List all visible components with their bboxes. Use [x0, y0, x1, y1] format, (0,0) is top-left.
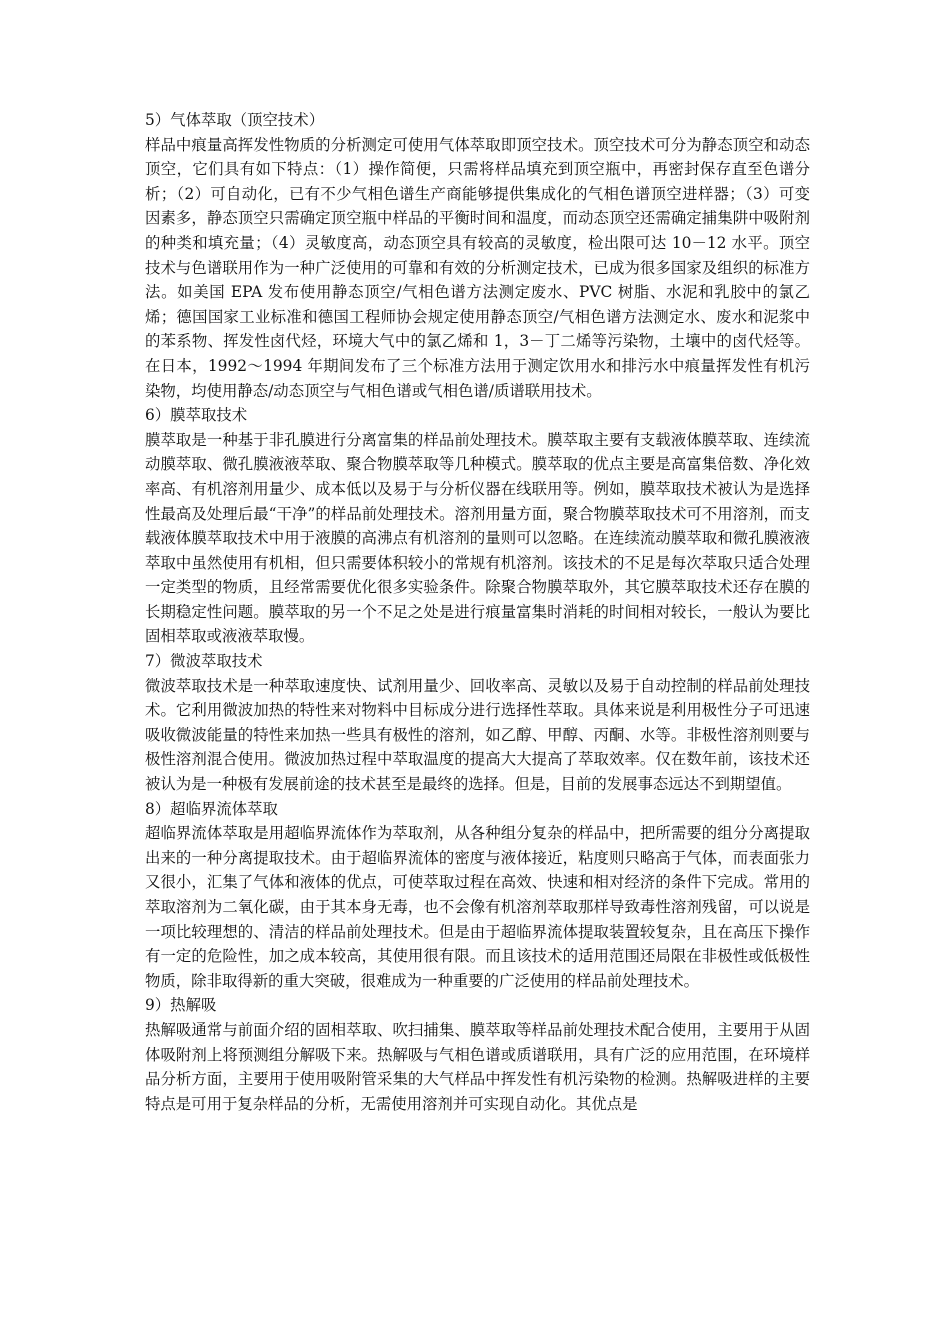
section-heading: 5）气体萃取（顶空技术） — [145, 111, 325, 129]
document-page — [145, 108, 810, 1116]
section-paragraph: 样品中痕量高挥发性物质的分析测定可使用气体萃取即顶空技术。顶空技术可分为静态顶空和动态顶空，它们具有如下特点：（1）操作简便，只需将样品填充到顶空瓶中，再密封保存直至色谱分析；（2）可自动化，已有不少气相色谱生产商能够提供集成化的气相色谱顶空进样器；（3）可变因素多，静态顶空只需确定顶空瓶中样品的平衡时间和温度，而动态顶空还需确定捕集阱中吸附剂的种类和填充量；（4）灵敏度高，动态顶空具有较高的灵敏度，检出限可达 10－12 水平。顶空技术与色谱联用作为一种广泛使用的可靠和有效的分析测定技术，已成为很多国家及组织的标准方法。如美国 EPA 发布使用静态顶空/气相色谱方法测定废水、PVC 树脂、水泥和乳胶中的氯乙烯；德国国家工业标准和德国工程师协会规定使用静态顶空/气相色谱方法测定水、废水和泥浆中的苯系物、挥发性卤代烃，环境大气中的氯乙烯和 1，3－丁二烯等污染物，土壤中的卤代烃等。在日本，1992～1994 年期间发布了三个标准方法用于测定饮用水和排污水中痕量挥发性有机污染物，均使用静态/动态顶空与气相色谱或气相色谱/质谱联用技术。 — [145, 135, 810, 400]
section-heading: 9）热解吸 — [145, 996, 217, 1015]
section-microwave-extraction — [145, 649, 810, 797]
section-paragraph: 热解吸通常与前面介绍的固相萃取、吹扫捕集、膜萃取等样品前处理技术配合使用，主要用于从固体吸附剂上将预测组分解吸下来。热解吸与气相色谱或质谱联用，具有广泛的应用范围，在环境样品分析方面，主要用于使用吸附管采集的大气样品中挥发性有机污染物的检测。热解吸进样的主要特点是可用于复杂样品的分析，无需使用溶剂并可实现自动化。其优点是 — [145, 1020, 810, 1113]
section-paragraph: 超临界流体萃取是用超临界流体作为萃取剂，从各种组分复杂的样品中，把所需要的组分分离提取出来的一种分离提取技术。由于超临界流体的密度与液体接近，粘度则只略高于气体，而表面张力又很小，汇集了气体和液体的优点，可使萃取过程在高效、快速和相对经济的条件下完成。常用的萃取溶剂为二氧化碳，由于其本身无毒，也不会像有机溶剂萃取那样导致毒性溶剂残留，可以说是一项比较理想的、清洁的样品前处理技术。但是由于超临界流体提取装置较复杂，且在高压下操作有一定的危险性，加之成本较高，其使用很有限。而且该技术的适用范围还局限在非极性或低极性物质，除非取得新的重大突破，很难成为一种重要的广泛使用的样品前处理技术。 — [145, 824, 810, 990]
section-heading: 8）超临界流体萃取 — [145, 799, 278, 818]
section-paragraph: 膜萃取是一种基于非孔膜进行分离富集的样品前处理技术。膜萃取主要有支载液体膜萃取、连续流动膜萃取、微孔膜液液萃取、聚合物膜萃取等几种模式。膜萃取的优点主要是高富集倍数、净化效率高、有机溶剂用量少、成本低以及易于与分析仪器在线联用等。例如，膜萃取技术被认为是选择性最高及处理后最“干净”的样品前处理技术。溶剂用量方面，聚合物膜萃取技术可不用溶剂，而支载液体膜萃取技术中用于液膜的高沸点有机溶剂的量则可以忽略。在连续流动膜萃取和微孔膜液液萃取中虽然使用有机相，但只需要体积较小的常规有机溶剂。该技术的不足是每次萃取只适合处理一定类型的物质，且经常需要优化很多实验条件。除聚合物膜萃取外，其它膜萃取技术还存在膜的长期稳定性问题。膜萃取的另一个不足之处是进行痕量富集时消耗的时间相对较长，一般认为要比固相萃取或液液萃取慢。 — [145, 430, 810, 646]
section-membrane-extraction — [145, 403, 810, 649]
section-gas-extraction — [145, 108, 810, 403]
section-thermal-desorption — [145, 993, 810, 1116]
section-supercritical-extraction — [145, 797, 810, 994]
section-heading: 7）微波萃取技术 — [145, 652, 263, 671]
section-heading: 6）膜萃取技术 — [145, 406, 248, 425]
section-paragraph: 微波萃取技术是一种萃取速度快、试剂用量少、回收率高、灵敏以及易于自动控制的样品前处理技术。它利用微波加热的特性来对物料中目标成分进行选择性萃取。具体来说是利用极性分子可迅速吸收微波能量的特性来加热一些具有极性的溶剂，如乙醇、甲醇、丙酮、水等。非极性溶剂则要与极性溶剂混合使用。微波加热过程中萃取温度的提高大大提高了萃取效率。仅在数年前，该技术还被认为是一种极有发展前途的技术甚至是最终的选择。但是，目前的发展事态远达不到期望值。 — [145, 676, 810, 794]
